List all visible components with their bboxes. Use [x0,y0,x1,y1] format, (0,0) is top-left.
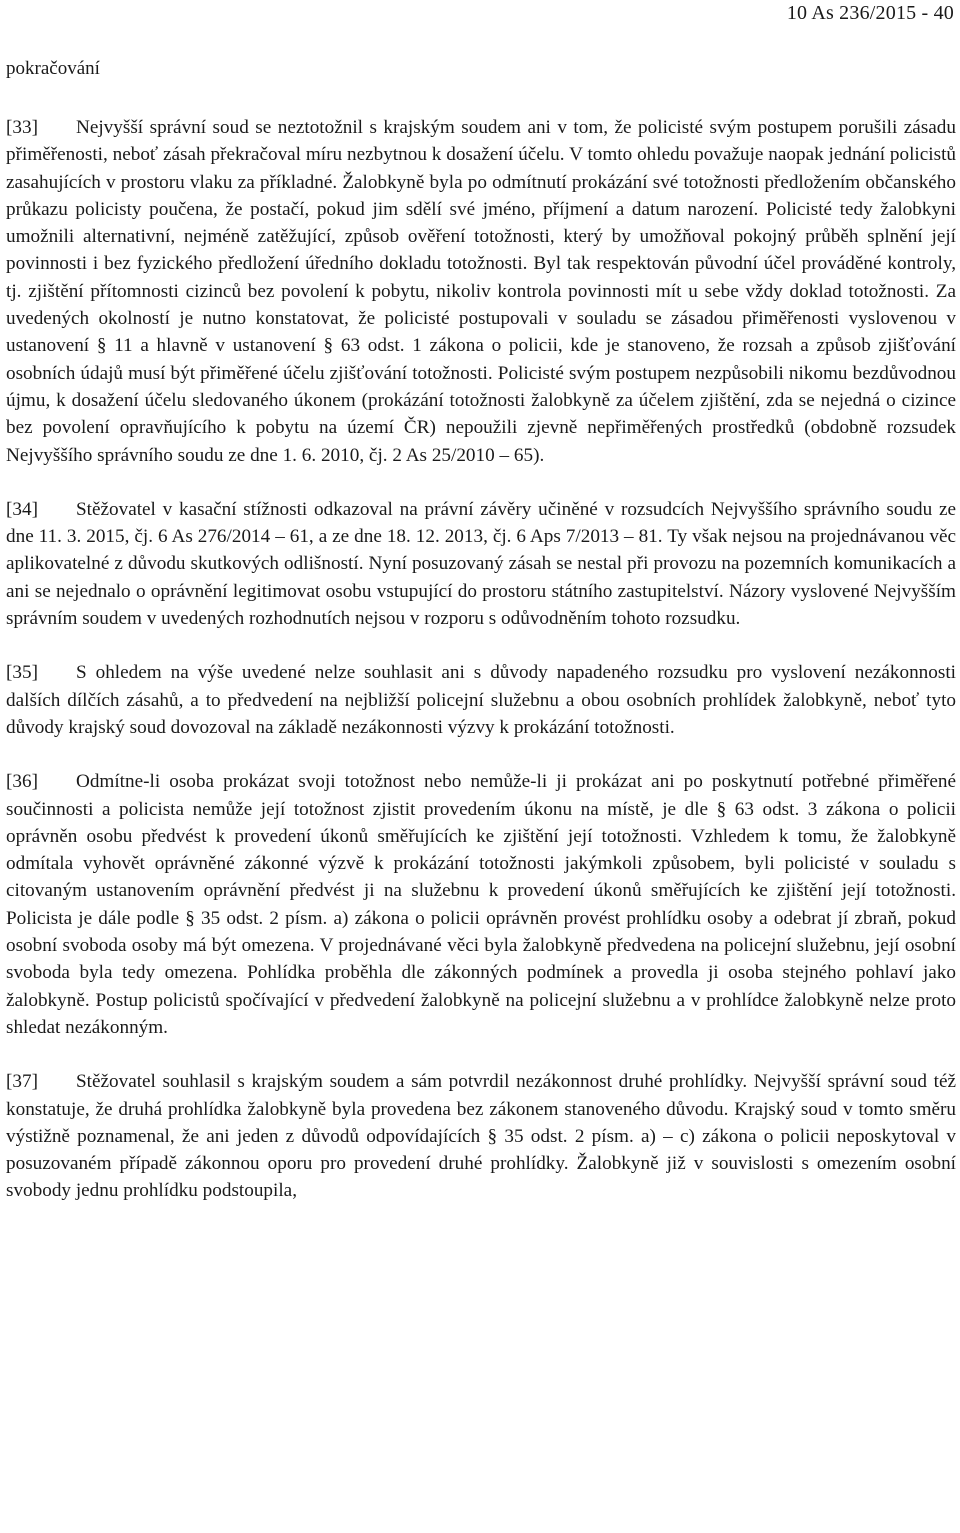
paragraph-number: [36] [6,771,38,793]
paragraph-34 [6,496,956,632]
paragraph-number: [35] [6,662,38,684]
paragraph-text: S ohledem na výše uvedené nelze souhlasit ani s důvody napadeného rozsudku pro vyslovení nezákonnosti dalších dílčích zásahů, a to předvedení na nejbližší policejní služebnu a obou osobních prohlídek žalobkyně, neboť tyto důvody krajský soud dovozoval na základě nezákonnosti výzvy k prokázání totožnosti. [6,662,956,738]
case-number-header: 10 As 236/2015 - 40 [786,2,954,24]
document-body [6,114,956,1232]
paragraph-text: Nejvyšší správní soud se neztotožnil s krajským soudem ani v tom, že policisté svým postupem porušili zásadu přiměřenosti, neboť zásah překračoval míru nezbytnou k dosažení účelu. V tomto ohledu považuje naopak jednání policistů zasahujících v prostoru vlaku za příkladné. Žalobkyně byla po odmítnutí prokázání své totožnosti předložením občanského průkazu policisty poučena, že postačí, pokud jim sdělí své jméno, příjmení a datum narození. Policisté tedy žalobkyni umožnili alternativní, nejméně zatěžující, způsob ověření totožnosti, který by umožňoval pokojný průběh splnění její povinnosti i bez fyzického předložení úředního dokladu totožnosti. Byl tak respektován původní účel prováděné kontroly, tj. zjištění přítomnosti cizinců bez povolení k pobytu, nikoliv kontrola povinnosti mít u sebe vždy doklad totožnosti. Za uvedených okolností je nutno konstatovat, že policisté postupovali v souladu se zásadou přiměřenosti vyslovenou v ustanovení § 11 a hlavně v ustanovení § 63 odst. 1 zákona o policii, kde je stanoveno, že rozsah a způsob zjišťování osobních údajů musí být přiměřené účelu zjišťování totožnosti. Policisté svým postupem nezpůsobili nikomu bezdůvodnou újmu, k dosažení účelu sledovaného úkonem (prokázání totožnosti žalobkyně za účelem zjištění, zda se nejedná o cizince bez povolení opravňujícího k pobytu na území ČR) nepoužili zjevně nepřiměřených prostředků (obdobně rozsudek Nejvyššího správního soudu ze dne 1. 6. 2010, čj. 2 As 25/2010 – 65). [6,117,956,466]
paragraph-number: [34] [6,498,38,520]
paragraph-text: Stěžovatel v kasační stížnosti odkazoval na právní závěry učiněné v rozsudcích Nejvyššího správního soudu ze dne 11. 3. 2015, čj. 6 As 276/2014 – 61, a ze dne 18. 12. 2013, čj. 6 Aps 7/2013 – 81. Ty však nejsou na projednávanou věc aplikovatelné z důvodu skutkových odlišností. Nyní posuzovaný zásah se nestal při provozu na pozemních komunikacích a ani se nejednalo o oprávnění legitimovat osobu vstupující do prostoru státního zastupitelství. Názory vyslovené Nejvyšším správním soudem v uvedených rozhodnutích nejsou v rozporu s odůvodněním tohoto rozsudku. [6,498,956,630]
paragraph-33 [6,114,956,469]
paragraph-number: [33] [6,117,38,138]
paragraph-text: Odmítne-li osoba prokázat svoji totožnost nebo nemůže-li ji prokázat ani po poskytnutí potřebné přiměřené součinnosti a policista nemůže její totožnost zjistit provedením úkonu na místě, je dle § 63 odst. 3 zákona o policii oprávněn osobu předvést k provedení úkonů směřujících ke zjištění její totožnosti. Vzhledem k tomu, že žalobkyně odmítala vyhovět oprávněné zákonné výzvě k prokázání totožnosti jakýmkoli způsobem, byli policisté v souladu s citovaným ustanovením oprávnění předvést ji na služebnu k provedení úkonů směřujících ke zjištění její totožnosti. Policista je dále podle § 35 odst. 2 písm. a) zákona o policii oprávněn provést prohlídku osoby a odebrat jí zbraň, pokud osobní svoboda osoby má být omezena. V projednávané věci byla žalobkyně předvedena na policejní služebnu, její osobní svoboda byla tedy omezena. Pohlídka proběhla dle zákonných podmínek a provedla ji osoba stejného pohlaví jako žalobkyně. Postup policistů spočívající v předvedení žalobkyně na policejní služebnu a v prohlídce žalobkyně nelze proto shledat nezákonným. [6,771,956,1038]
paragraph-35 [6,659,956,741]
paragraph-37 [6,1068,956,1204]
continuation-label: pokračování [6,58,100,79]
paragraph-36 [6,768,956,1041]
paragraph-number: [37] [6,1071,38,1093]
paragraph-text: Stěžovatel souhlasil s krajským soudem a sám potvrdil nezákonnost druhé prohlídky. Nejvyšší správní soud též konstatuje, že druhá prohlídka žalobkyně byla provedena bez zákonem stanoveného důvodu. Krajský soud v tomto směru výstižně poznamenal, že ani jeden z důvodů odpovídajících § 35 odst. 2 písm. a) – c) zákona o policii neposkytoval v posuzovaném případě zákonnou oporu pro provedení druhé prohlídky. Žalobkyně již v souvislosti s omezením osobní svobody jednu prohlídku podstoupila, [6,1071,956,1202]
